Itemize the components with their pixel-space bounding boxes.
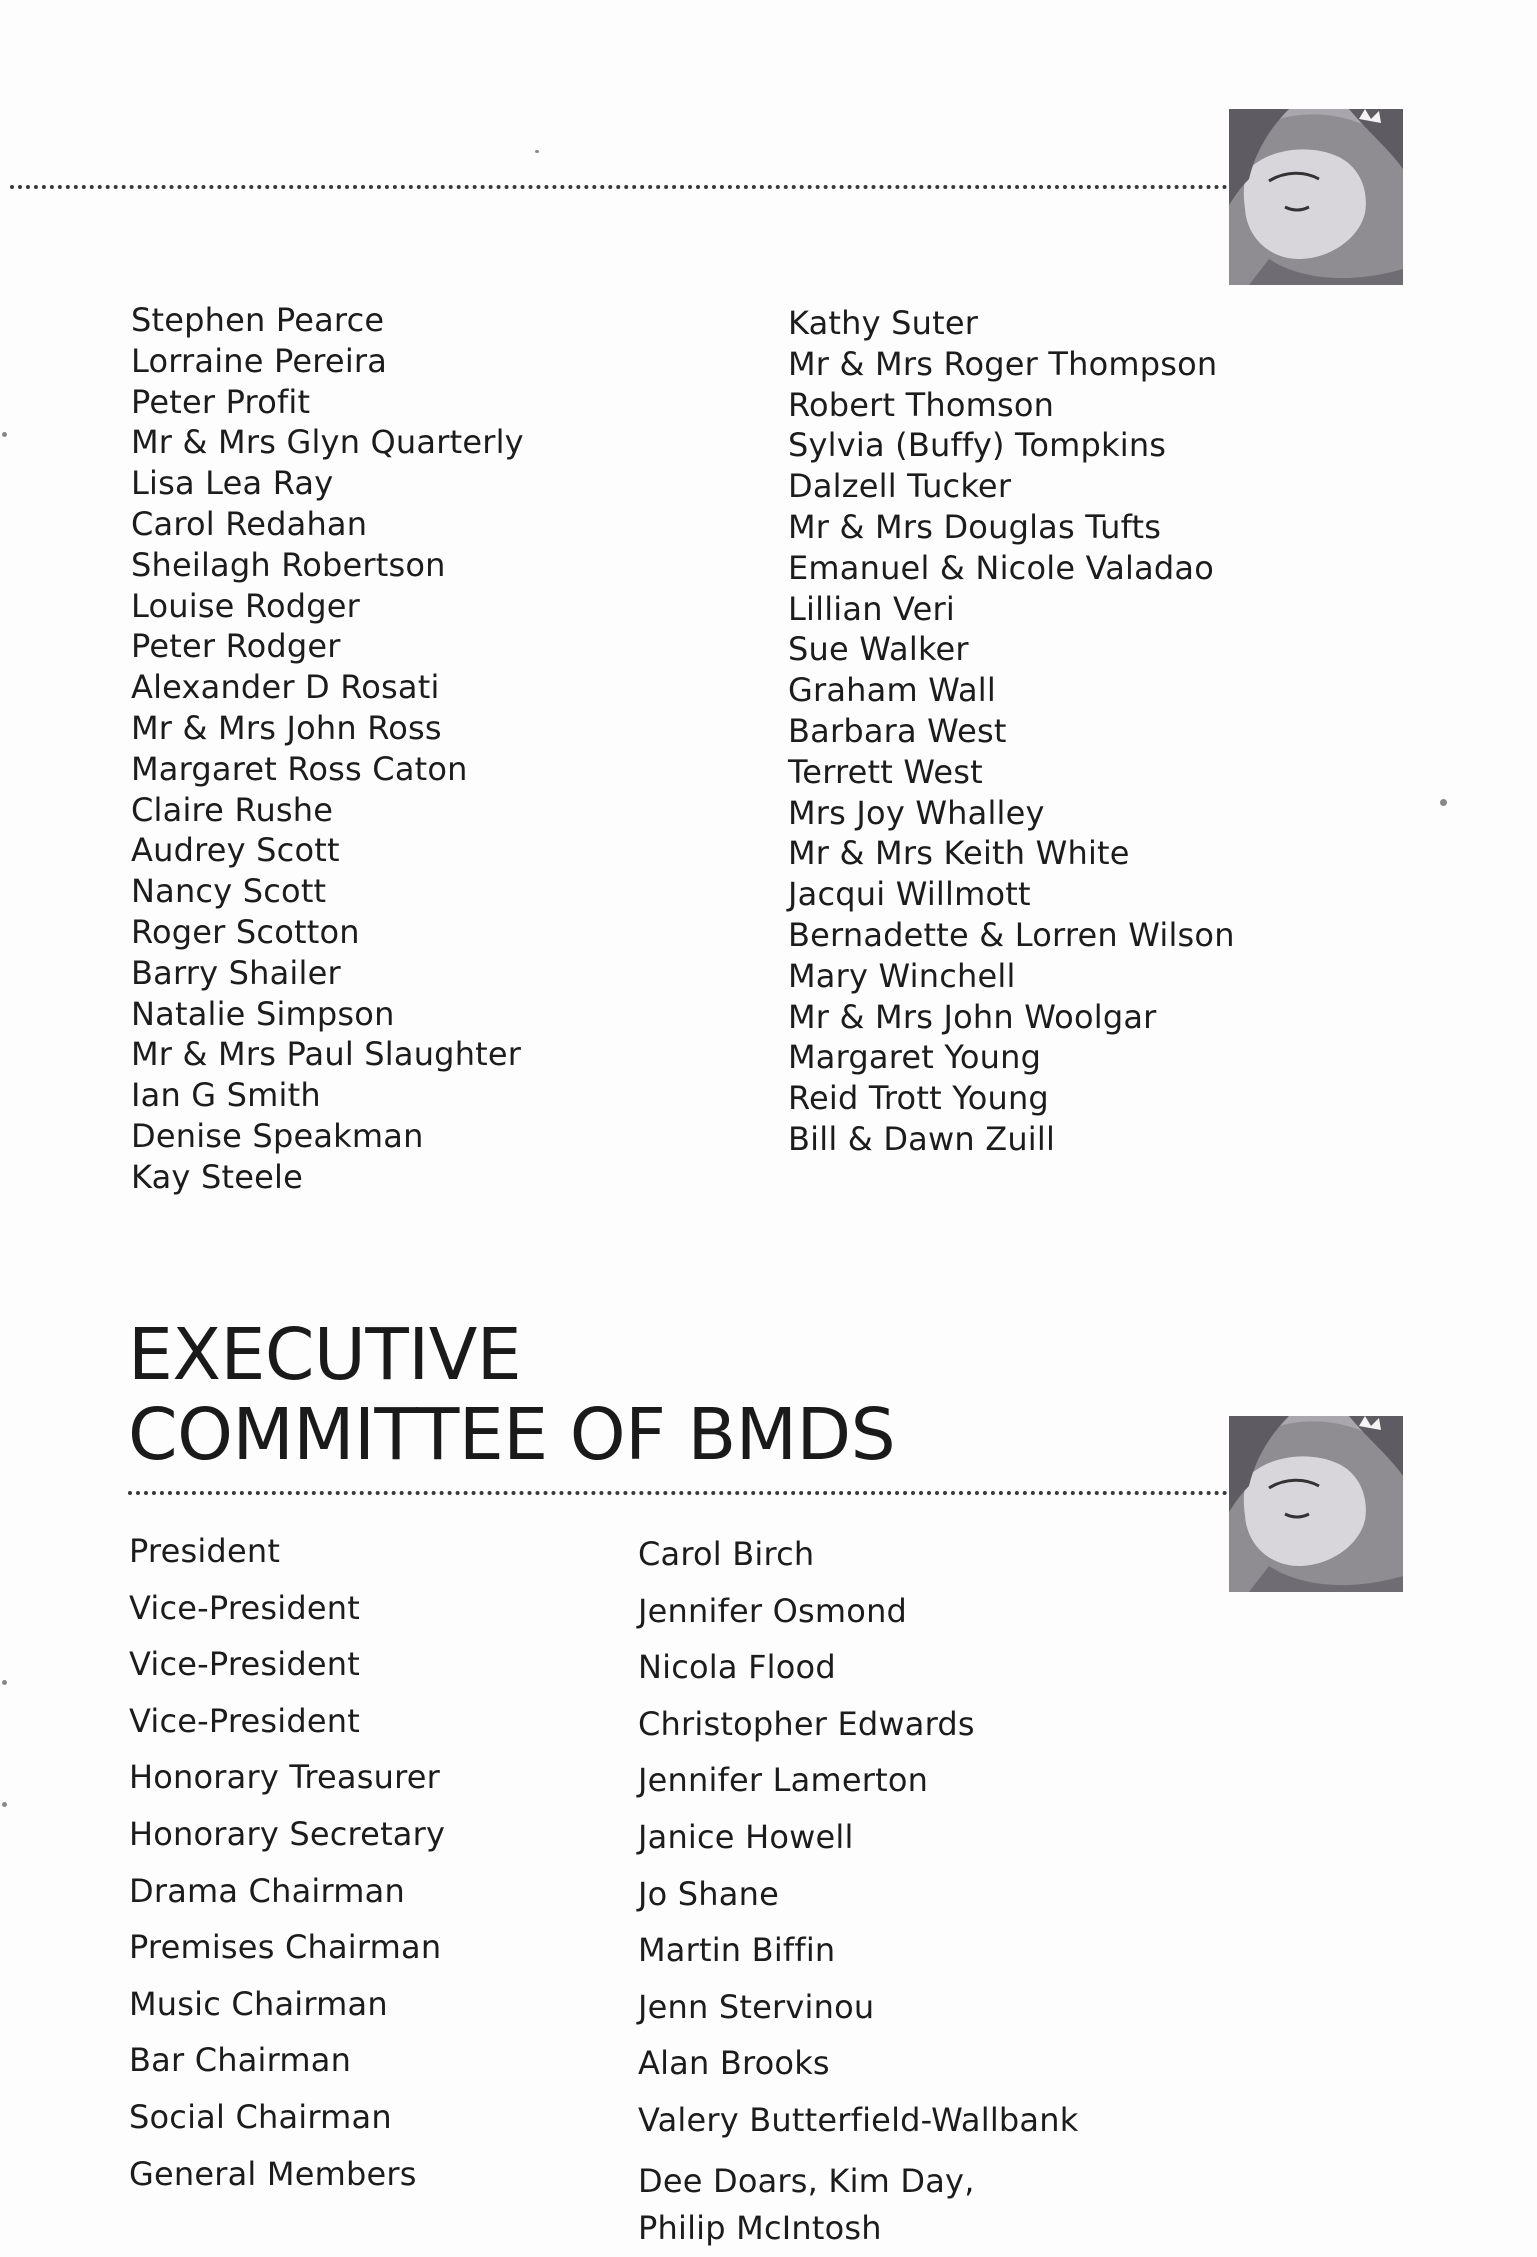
scan-speck xyxy=(2,1680,7,1685)
patrons-list-left xyxy=(131,300,524,1198)
patron-name: Roger Scotton xyxy=(131,912,360,951)
patron-name: Carol Redahan xyxy=(131,504,368,543)
committee-dotted-rule xyxy=(128,1491,1228,1495)
patron-name: Claire Rushe xyxy=(131,790,334,829)
patron-name: Emanuel & Nicole Valadao xyxy=(788,548,1215,587)
committee-roles xyxy=(129,1532,445,2211)
patron-name: Kathy Suter xyxy=(788,304,979,342)
patron-name: Mr & Mrs Keith White xyxy=(788,834,1130,873)
patron-name: Sue Walker xyxy=(788,630,969,669)
patron-name: Margaret Young xyxy=(788,1038,1042,1077)
member-name: Jennifer Osmond xyxy=(638,1591,908,1630)
role-label: General Members xyxy=(129,2154,417,2193)
patron-name: Ian G Smith xyxy=(131,1076,321,1115)
scan-speck xyxy=(535,150,539,153)
member-name: Jenn Stervinou xyxy=(638,1987,875,2026)
patron-name: Peter Profit xyxy=(131,382,311,421)
patron-name: Lisa Lea Ray xyxy=(131,464,334,503)
patron-name: Mr & Mrs Douglas Tufts xyxy=(788,507,1162,546)
member-name: Carol Birch xyxy=(638,1535,815,1573)
patron-name: Lillian Veri xyxy=(788,589,955,628)
role-label: Vice-President xyxy=(129,1701,360,1740)
patron-name: Robert Thomson xyxy=(788,385,1055,424)
patron-name: Terrett West xyxy=(788,752,983,791)
sleeping-princess-icon xyxy=(1229,1416,1403,1592)
top-dotted-rule xyxy=(10,185,1228,189)
patron-name: Mr & Mrs John Ross xyxy=(131,708,442,747)
role-label: Honorary Secretary xyxy=(129,1814,446,1853)
role-label: Social Chairman xyxy=(129,2097,392,2136)
patron-name: Lorraine Pereira xyxy=(131,341,388,380)
heading-line-1: EXECUTIVE xyxy=(128,1313,522,1396)
role-label: Music Chairman xyxy=(129,1984,388,2023)
patron-name: Mrs Joy Whalley xyxy=(788,793,1045,832)
member-name: Jo Shane xyxy=(638,1874,779,1913)
patron-name: Bill & Dawn Zuill xyxy=(788,1119,1056,1158)
committee-heading xyxy=(128,1315,895,1475)
member-name: Christopher Edwards xyxy=(638,1704,975,1743)
member-name: Jennifer Lamerton xyxy=(638,1761,929,1800)
member-name: Janice Howell xyxy=(638,1817,854,1856)
patron-name: Nancy Scott xyxy=(131,872,327,911)
role-label: Vice-President xyxy=(129,1645,360,1684)
patron-name: Mary Winchell xyxy=(788,956,1016,995)
patron-name: Peter Rodger xyxy=(131,627,341,666)
patron-name: Kay Steele xyxy=(131,1157,303,1196)
patron-name: Natalie Simpson xyxy=(131,994,395,1033)
role-label: Vice-President xyxy=(129,1588,360,1627)
sleeping-princess-icon xyxy=(1229,109,1403,285)
role-label: Drama Chairman xyxy=(129,1871,405,1910)
patron-name: Audrey Scott xyxy=(131,831,340,870)
member-name: Martin Biffin xyxy=(638,1931,836,1970)
scan-speck xyxy=(1440,799,1447,806)
role-label: Premises Chairman xyxy=(129,1928,442,1967)
patrons-list-right xyxy=(788,303,1235,1160)
patron-name: Mr & Mrs Roger Thompson xyxy=(788,344,1218,383)
patron-name: Mr & Mrs John Woolgar xyxy=(788,997,1157,1036)
patron-name: Stephen Pearce xyxy=(131,301,385,339)
patron-name: Bernadette & Lorren Wilson xyxy=(788,915,1235,954)
patron-name: Barbara West xyxy=(788,711,1007,750)
heading-line-2: COMMITTEE OF BMDS xyxy=(128,1393,896,1476)
role-label: Honorary Treasurer xyxy=(129,1758,440,1797)
general-members xyxy=(638,2158,1078,2252)
general-members-line: Philip McIntosh xyxy=(638,2208,882,2247)
patron-name: Jacqui Willmott xyxy=(788,875,1031,914)
role-label: President xyxy=(129,1532,281,1570)
member-name: Valery Butterfield-Wallbank xyxy=(638,2100,1079,2139)
member-name: Alan Brooks xyxy=(638,2044,830,2083)
patron-name: Dalzell Tucker xyxy=(788,467,1012,506)
patron-name: Louise Rodger xyxy=(131,586,360,625)
patron-name: Sylvia (Buffy) Tompkins xyxy=(788,426,1167,465)
patron-name: Barry Shailer xyxy=(131,953,341,992)
patron-name: Margaret Ross Caton xyxy=(131,749,468,788)
patron-name: Mr & Mrs Paul Slaughter xyxy=(131,1035,522,1074)
patron-name: Denise Speakman xyxy=(131,1116,424,1155)
patron-name: Sheilagh Robertson xyxy=(131,545,446,584)
general-members-line: Dee Doars, Kim Day, xyxy=(638,2161,975,2200)
scan-speck xyxy=(2,1802,7,1807)
patron-name: Mr & Mrs Glyn Quarterly xyxy=(131,423,524,462)
committee-members xyxy=(638,1535,1078,2252)
patron-name: Alexander D Rosati xyxy=(131,668,440,707)
role-label: Bar Chairman xyxy=(129,2041,352,2080)
patron-name: Reid Trott Young xyxy=(788,1079,1049,1118)
member-name: Nicola Flood xyxy=(638,1648,836,1687)
patron-name: Graham Wall xyxy=(788,671,996,710)
scan-speck xyxy=(2,432,7,437)
